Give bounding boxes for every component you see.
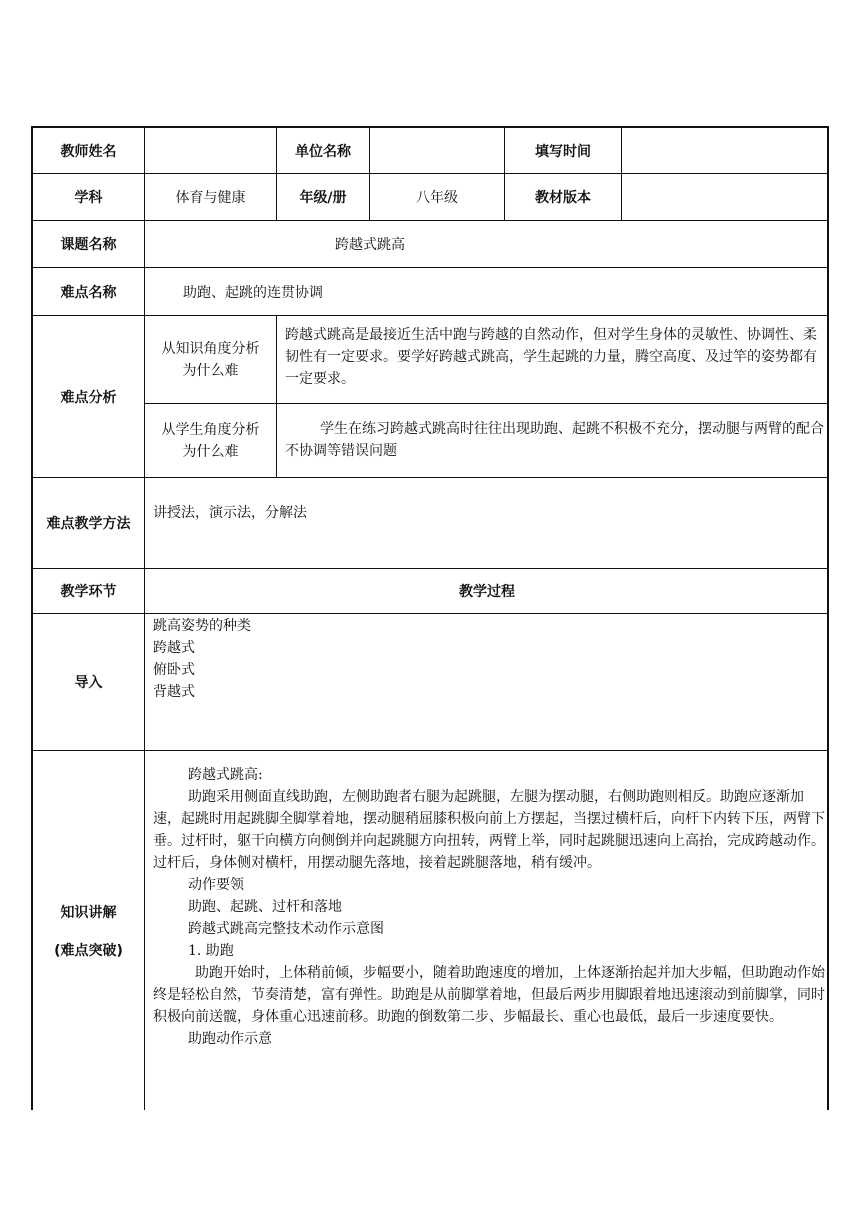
knowledge-content xyxy=(153,764,825,1050)
intro-list xyxy=(153,615,753,703)
topic-value: 跨越式跳高 xyxy=(335,237,405,253)
teacher-name-label: 教师姓名 xyxy=(60,143,117,160)
subject-label: 学科 xyxy=(74,190,103,206)
knowledge-title: 跨越式跳高: xyxy=(188,767,263,783)
method-value: 讲授法，演示法，分解法 xyxy=(153,505,307,521)
topic-label: 课题名称 xyxy=(60,237,117,253)
knowledge-line: 1. 助跑 xyxy=(188,943,234,959)
textbook-edition-value[interactable] xyxy=(622,174,829,220)
list-item: 背越式 xyxy=(153,684,195,700)
column-divider xyxy=(276,315,277,477)
knowledge-paragraph: 助跑采用侧面直线助跑，左侧助跑者右腿为起跳腿，左腿为摆动腿，右侧助跑则相反。助跑应逐渐加速，起跳时用起跳脚全脚掌着地，摆动腿稍屈膝积极向前上方摆起，当摆过横杆后，向杆下内转下压，两臂下垂。过杆时，躯干向横方向侧倒并向起跳腿方向扭转，两臂上举，同时起跳腿迅速向上高抬，完成跨越动作。过杆后，身体侧对横杆，用摆动腿先落地，接着起跳腿落地，稍有缓冲。 xyxy=(153,789,825,871)
knowledge-sublabel: (难点突破) xyxy=(54,943,123,959)
student-angle-text: 学生在练习跨越式跳高时往往出现助跑、起跳不积极不充分，摆动腿与两臂的配合不协调等错误问题 xyxy=(285,421,824,459)
difficulty-value: 助跑、起跳的连贯协调 xyxy=(183,284,323,301)
list-item: 跨越式 xyxy=(153,640,195,656)
list-item: 跳高姿势的种类 xyxy=(153,618,251,634)
process-stage-label: 教学环节 xyxy=(60,584,117,600)
knowledge-angle-text: 跨越式跳高是最接近生活中跑与跨越的自然动作，但对学生身体的灵敏性、协调性、柔韧性有一定要求。要学好跨越式跳高，学生起跳的力量，腾空高度、及过竿的姿势都有一定要求。 xyxy=(285,327,817,387)
grade-value: 八年级 xyxy=(416,190,458,206)
column-divider xyxy=(144,128,145,1110)
knowledge-label-block xyxy=(33,751,144,1111)
knowledge-line: 动作要领 xyxy=(188,877,244,893)
knowledge-label: 知识讲解 xyxy=(60,905,117,921)
unit-name-label: 单位名称 xyxy=(295,143,351,160)
intro-label: 导入 xyxy=(74,675,103,691)
row-divider xyxy=(33,750,829,751)
unit-name-value[interactable] xyxy=(370,128,504,173)
knowledge-line: 跨越式跳高完整技术动作示意图 xyxy=(188,921,384,937)
analysis-label: 难点分析 xyxy=(60,389,117,406)
knowledge-line: 助跑动作示意 xyxy=(188,1031,272,1047)
teacher-name-value[interactable] xyxy=(145,128,276,173)
row-divider xyxy=(33,613,829,614)
grade-label: 年级/册 xyxy=(299,190,347,206)
knowledge-line: 助跑、起跳、过杆和落地 xyxy=(188,899,342,915)
student-angle-label: 从学生角度分析为什么难 xyxy=(161,421,260,460)
textbook-edition-label: 教材版本 xyxy=(535,190,591,206)
knowledge-paragraph: 助跑开始时，上体稍前倾，步幅要小，随着助跑速度的增加，上体逐渐抬起并加大步幅，但助跑动作始终是轻松自然，节奏清楚，富有弹性。助跑是从前脚掌着地，但最后两步用脚跟着地迅速滚动到前脚掌，同时积极向前送髋，身体重心迅速前移。助跑的倒数第二步、步幅最长、重心也最低，最后一步速度要快。 xyxy=(153,965,825,1025)
fill-time-value[interactable] xyxy=(622,128,829,173)
knowledge-angle-label: 从知识角度分析为什么难 xyxy=(161,340,260,379)
difficulty-label: 难点名称 xyxy=(60,284,117,301)
row-divider xyxy=(33,477,829,478)
process-header: 教学过程 xyxy=(459,584,515,600)
subject-value: 体育与健康 xyxy=(175,190,246,206)
lesson-plan-table xyxy=(31,126,829,1110)
method-label: 难点教学方法 xyxy=(46,516,131,532)
list-item: 俯卧式 xyxy=(153,662,195,678)
fill-time-label: 填写时间 xyxy=(535,143,591,160)
